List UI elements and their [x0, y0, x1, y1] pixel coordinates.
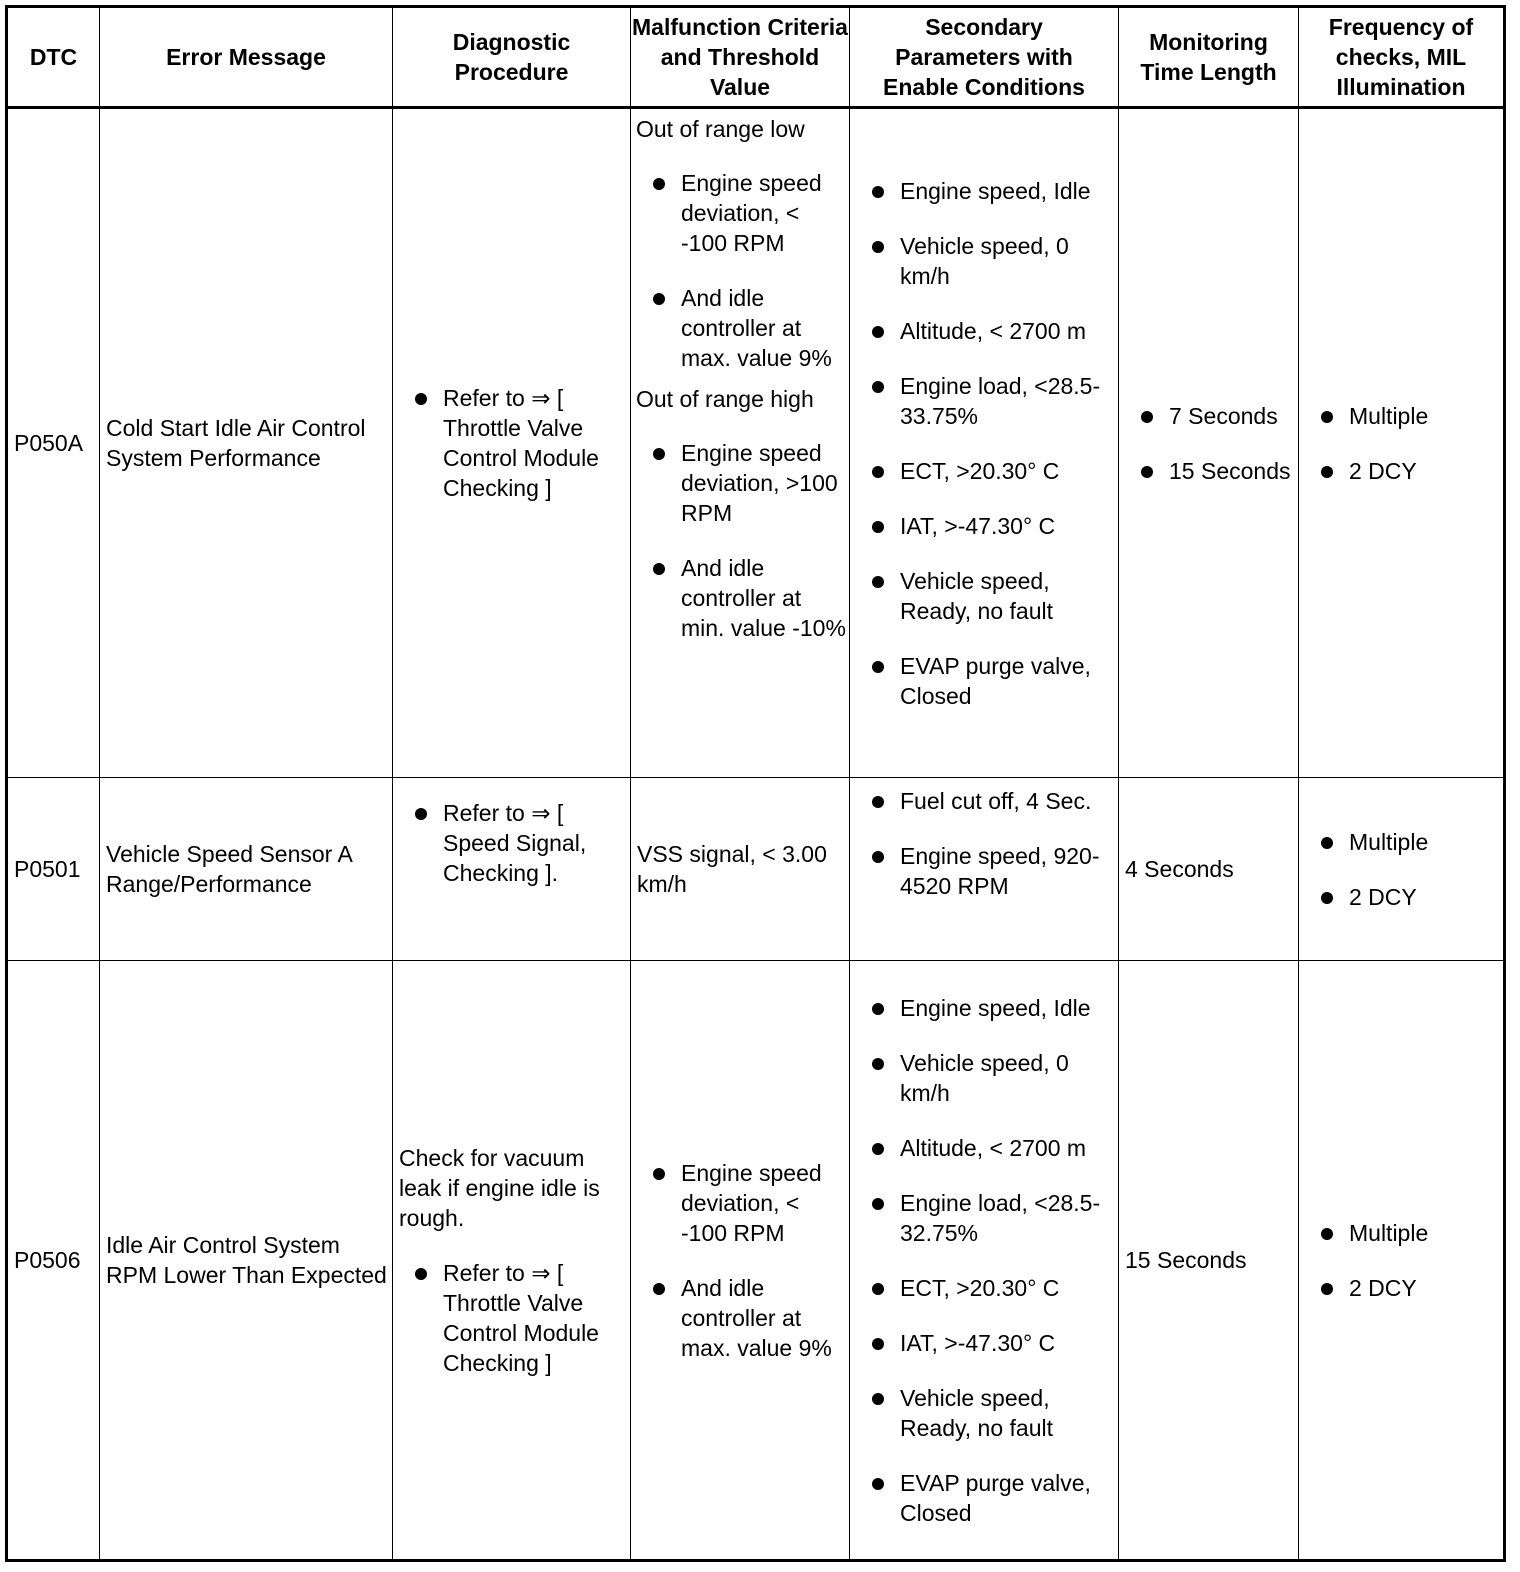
monitoring-time — [1119, 108, 1299, 778]
secondary-item: Vehicle speed, Ready, no fault — [850, 1383, 1118, 1443]
frequency-item: Multiple — [1299, 827, 1503, 857]
procedure-bullet: Refer to ⇒ [ Throttle Valve Control Module Checking ] — [393, 1258, 630, 1378]
criteria-item: And idle controller at max. value 9% — [631, 1273, 849, 1363]
secondary-item: Altitude, < 2700 m — [850, 1133, 1118, 1163]
criteria-item: Engine speed deviation, < -100 RPM — [631, 168, 849, 258]
procedure-bullet: Refer to ⇒ [ Throttle Valve Control Module Checking ] — [393, 383, 630, 503]
frequency-item: 2 DCY — [1299, 882, 1503, 912]
table-row — [7, 778, 1505, 961]
header-malfunction-criteria: Malfunction Criteria and Threshold Value — [631, 7, 850, 108]
header-secondary-parameters: Secondary Parameters with Enable Conditions — [850, 7, 1119, 108]
header-error-message: Error Message — [100, 7, 393, 108]
error-message: Idle Air Control System RPM Lower Than Expected — [100, 961, 393, 1561]
secondary-item: Engine speed, Idle — [850, 993, 1118, 1023]
monitoring-item: 7 Seconds — [1119, 401, 1298, 431]
procedure-bullet: Refer to ⇒ [ Speed Signal, Checking ]. — [393, 798, 630, 888]
secondary-item: Fuel cut off, 4 Sec. — [850, 786, 1118, 816]
frequency-item: 2 DCY — [1299, 1273, 1503, 1303]
table-row — [7, 108, 1505, 778]
monitoring-time: 15 Seconds — [1119, 961, 1299, 1561]
secondary-item: Engine speed, Idle — [850, 176, 1118, 206]
error-message: Vehicle Speed Sensor A Range/Performance — [100, 778, 393, 961]
error-message: Cold Start Idle Air Control System Performance — [100, 108, 393, 778]
header-frequency: Frequency of checks, MIL Illumination — [1299, 7, 1505, 108]
criteria-item: Engine speed deviation, >100 RPM — [631, 438, 849, 528]
criteria-low-label: Out of range low — [636, 116, 805, 142]
header-diagnostic-procedure: Diagnostic Procedure — [393, 7, 631, 108]
secondary-parameters — [850, 108, 1119, 778]
secondary-parameters — [850, 961, 1119, 1561]
secondary-item: EVAP purge valve, Closed — [850, 651, 1118, 711]
monitoring-item: 15 Seconds — [1119, 456, 1298, 486]
frequency — [1299, 961, 1505, 1561]
secondary-parameters — [850, 778, 1119, 961]
procedure-text: Check for vacuum leak if engine idle is rough. — [399, 1144, 600, 1231]
frequency-item: Multiple — [1299, 1218, 1503, 1248]
header-dtc: DTC — [7, 7, 100, 108]
secondary-item: Vehicle speed, Ready, no fault — [850, 566, 1118, 626]
frequency-item: 2 DCY — [1299, 456, 1503, 486]
secondary-item: Engine load, <28.5-32.75% — [850, 1188, 1118, 1248]
secondary-item: ECT, >20.30° C — [850, 1273, 1118, 1303]
frequency-item: Multiple — [1299, 401, 1503, 431]
criteria-high-label: Out of range high — [636, 386, 814, 412]
criteria-item: Engine speed deviation, < -100 RPM — [631, 1158, 849, 1248]
secondary-item: Engine speed, 920-4520 RPM — [850, 841, 1118, 901]
criteria-item: And idle controller at max. value 9% — [631, 283, 849, 373]
frequency — [1299, 778, 1505, 961]
dtc-code: P0501 — [7, 778, 100, 961]
dtc-code: P050A — [7, 108, 100, 778]
secondary-item: Vehicle speed, 0 km/h — [850, 1048, 1118, 1108]
dtc-code: P0506 — [7, 961, 100, 1561]
secondary-item: Altitude, < 2700 m — [850, 316, 1118, 346]
monitoring-time: 4 Seconds — [1119, 778, 1299, 961]
frequency — [1299, 108, 1505, 778]
secondary-item: Vehicle speed, 0 km/h — [850, 231, 1118, 291]
secondary-item: EVAP purge valve, Closed — [850, 1468, 1118, 1528]
secondary-item: IAT, >-47.30° C — [850, 1328, 1118, 1358]
secondary-item: IAT, >-47.30° C — [850, 511, 1118, 541]
diagnostic-procedure — [393, 961, 631, 1561]
secondary-item: ECT, >20.30° C — [850, 456, 1118, 486]
malfunction-criteria: VSS signal, < 3.00 km/h — [631, 778, 850, 961]
diagnostic-procedure — [393, 108, 631, 778]
diagnostic-procedure — [393, 778, 631, 961]
table-row — [7, 961, 1505, 1561]
header-row — [7, 7, 1505, 108]
secondary-item: Engine load, <28.5-33.75% — [850, 371, 1118, 431]
criteria-item: And idle controller at min. value -10% — [631, 553, 849, 643]
dtc-table — [5, 5, 1506, 1562]
header-monitoring-time: Monitoring Time Length — [1119, 7, 1299, 108]
malfunction-criteria — [631, 108, 850, 778]
malfunction-criteria — [631, 961, 850, 1561]
